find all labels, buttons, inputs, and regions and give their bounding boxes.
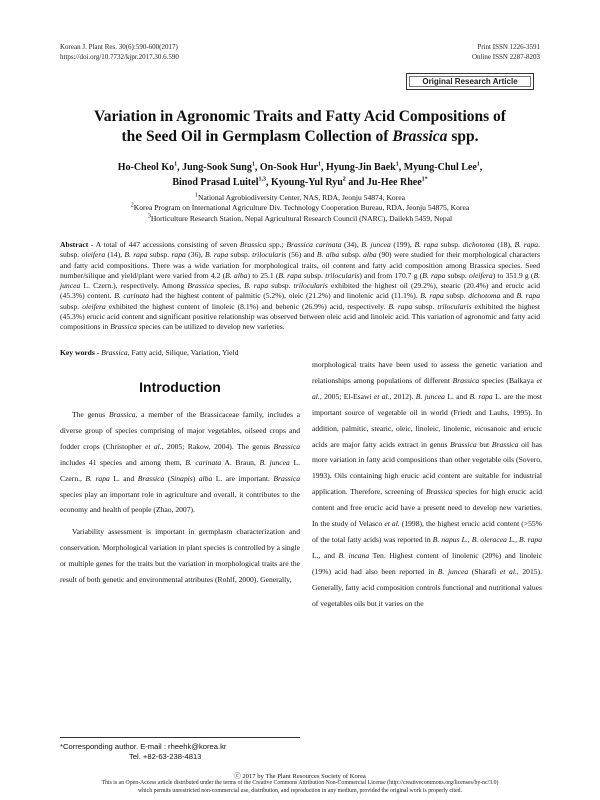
author-name: On-Sook Hur [259,162,318,173]
license-line-1: This is an Open-Access article distributed under the terms of the Creative Commons Attribution Non-Commercial License (http://creativecommons.org/licenses/by-nc/3.0) [101,780,499,786]
author-affil-mark: 1 [251,161,255,168]
author-affil-mark: 2 [342,176,346,183]
author-name: Kyoung-Yul Ryu [270,177,343,188]
license-notice [60,780,540,795]
license-line-2: which permits unrestricted non-commercial use, distribution, and reproduction in any medium, provided the original work is properly cited. [137,787,463,794]
corresponding-author-phone: Tel. +82-63-238-4813 [129,752,202,761]
paragraph: Variability assessment is important in germplasm characterization and conservation. Morphological variation in plant species is controlled by a single or multiple genes for the traits but the variation in morphological traits are the result of both genetic and environmental attributes (Rohlf, 2000). Generally, [60,527,300,585]
body-column-right [312,357,542,612]
author-affil-mark: 1 [317,161,321,168]
author-affil-mark: 1,3 [258,176,266,183]
journal-header-right [472,42,540,62]
section-heading-introduction: Introduction [139,379,221,395]
author-affil-mark: 1 [476,161,480,168]
paper-title [60,107,540,147]
title-genus: Brassica [392,128,448,145]
body-column-left [60,407,300,588]
online-issn: Online ISSN 2287-8203 [471,53,540,61]
author-affil-mark: 1 [395,161,399,168]
print-issn: Print ISSN 1226-3591 [477,43,540,51]
title-line-2-text: the Seed Oil in Germplasm Collection of [121,128,393,145]
keywords-label: Key words - [60,348,100,357]
author-affil-mark: 1* [421,176,428,183]
author-name: Ju-Hee Rhee [366,177,422,188]
journal-citation: Korean J. Plant Res. 30(6):590-600(2017) [60,43,178,51]
corresponding-author-footnote: *Corresponding author. E-mail : rheehk@korea.kr [60,742,227,751]
copyright-notice: ⓒ 2017 by The Plant Resources Society of Korea [234,773,366,780]
author-name: Ho-Cheol Ko [117,162,175,173]
affiliations [60,193,540,224]
author-line-2: Binod Prasad Luitel$^{1,3}$, Kyoung-Yul Ryu$^2$ and Ju-Hee Rhee$^{1*}$ [172,176,428,188]
affiliation-2: $^2$Korea Program on International Agriculture Div. Technology Cooperation Bureau, RDA, Jeonju 54875, Korea [130,202,470,213]
title-line-2 [60,127,540,147]
author-name: Binod Prasad Luitel [172,177,259,188]
affiliation-1: $^1$National Agrobiodiversity Center, NAS, RDA, Jeonju 54874, Korea [194,192,406,202]
journal-header-left [60,42,179,62]
paragraph: morphological traits have been used to assess the genetic variation and relationships among populations of different Brassica species (Balkaya et al., 2005; El-Esawi et al., 2012). B. juncea L. and B. rapa L. are the most important source of vegetable oil in world (Friedt and Lauhs, 1995). In addition, palmitic, stearic, oleic, linoleic, linolenic, eicosanoic and erucic acids are major fatty acids extract in genus Brassica but Brassica oil has more variation in fatty acid compositions than other vegetable oils (Sovero, 1993). Oils containing high erucic acid content are suitable for industrial application. Therefore, screening of Brassica species for high erucic acid content and free erucic acid have a present need to develop new varieties. In the study of Velasco et al. (1998), the highest erucic acid content (>55% of the total fatty acids) was reported in B. napus L., B. oleracea L., B. rapa L., and B. incana Ten. Highest content of linolenic (20%) and linoleic (19%) acid had also been reported in B. juncea (Sharafi et al., 2015). Generally, fatty acid composition controls functional and nutritional values of vegetables oils but it varies on the [312,360,543,608]
footnote-divider [60,737,300,738]
title-line-1: Variation in Agronomic Traits and Fatty Acid Compositions of [94,108,506,125]
title-line-2-end: spp. [447,128,479,145]
article-type-badge [406,73,534,90]
abstract: Abstract - A total of 447 accessions consisting of seven Brassica spp.; Brassica carinata (34), B. juncea (199), B. rapa subsp. dichotoma (18), B. rapa. subsp. oleifera (14), B. rapa subsp. rapa (36), B. rapa subsp. trilocularis (56) and B. alba subsp. alba (90) were studied for their morphological characters and fatty acid compositions. There was a wide variation for morphological traits, oil content and fatty acid composition among Brassica species. Seed number/silique and yield/plant were varied from 4.2 (B. alba) to 25.1 (B. rapa subsp. trilocularis) and from 170.7 g (B. rapa subsp. oleifera) to 351.9 g (B. juncea L. Czern.), respectively. Among Brassica species, B. rapa subsp. trilocularis exhibited the highest oil (29.2%), stearic (20.4%) and erucic acid (45.3%) content. B. carinata had the highest content of palmitic (5.2%), oleic (21.2%) and linolenic acid (11.1%). B. rapa subsp. dichotoma and B. rapa subsp. oleifera exhibited the highest content of linoleic (8.1%) and behenic (26.9%) acid, respectively. B. rapa subsp. trilocularis exhibited the highest (45.3%) erucic acid content and significant positive relationship was observed between oleic acid and linoleic acid. This variation of agronomic and fatty acid compositions in Brassica species can be utilized to develop new varieties. [60,240,541,332]
keywords: Key words - Brassica, Fatty acid, Silique, Variation, Yield [60,348,239,357]
author-affil-mark: 1 [174,161,178,168]
author-list [60,160,540,190]
affiliation-3: $^3$Horticulture Research Station, Nepal Agricultural Research Council (NARC), Dailekh 5459, Nepal [147,213,453,223]
article-type-label: Original Research Article [422,77,518,86]
paragraph: The genus Brassica, a member of the Brassicaceae family, includes a diverse group of species comprising of major vegetables, oilseed crops and fodder crops (Christopher et al., 2005; Rakow, 2004). The genus Brassica includes 41 species and among them, B. carinata A. Braun, B. juncea L. Czern., B. rapa L. and Brassica (Sinapis) alba L. are important. Brassica species play an important role in agriculture and overall, it contributes to the economy and health of people (Zhao, 2007). [60,410,301,515]
author-name: Hyung-Jin Baek [325,162,396,173]
doi-link[interactable]: https://doi.org/10.7732/kjpr.2017.30.6.590 [60,53,179,61]
abstract-label: Abstract - [60,240,94,249]
corresponding-author-mark: * [424,176,428,183]
author-name: Myung-Chul Lee [403,162,477,173]
author-name: Jung-Sook Sung [182,162,252,173]
author-line-1: Ho-Cheol Ko$^1$, Jung-Sook Sung$^1$, On-Sook Hur$^1$, Hyung-Jin Baek$^1$, Myung-Chul Lee$^1$, [117,161,483,173]
